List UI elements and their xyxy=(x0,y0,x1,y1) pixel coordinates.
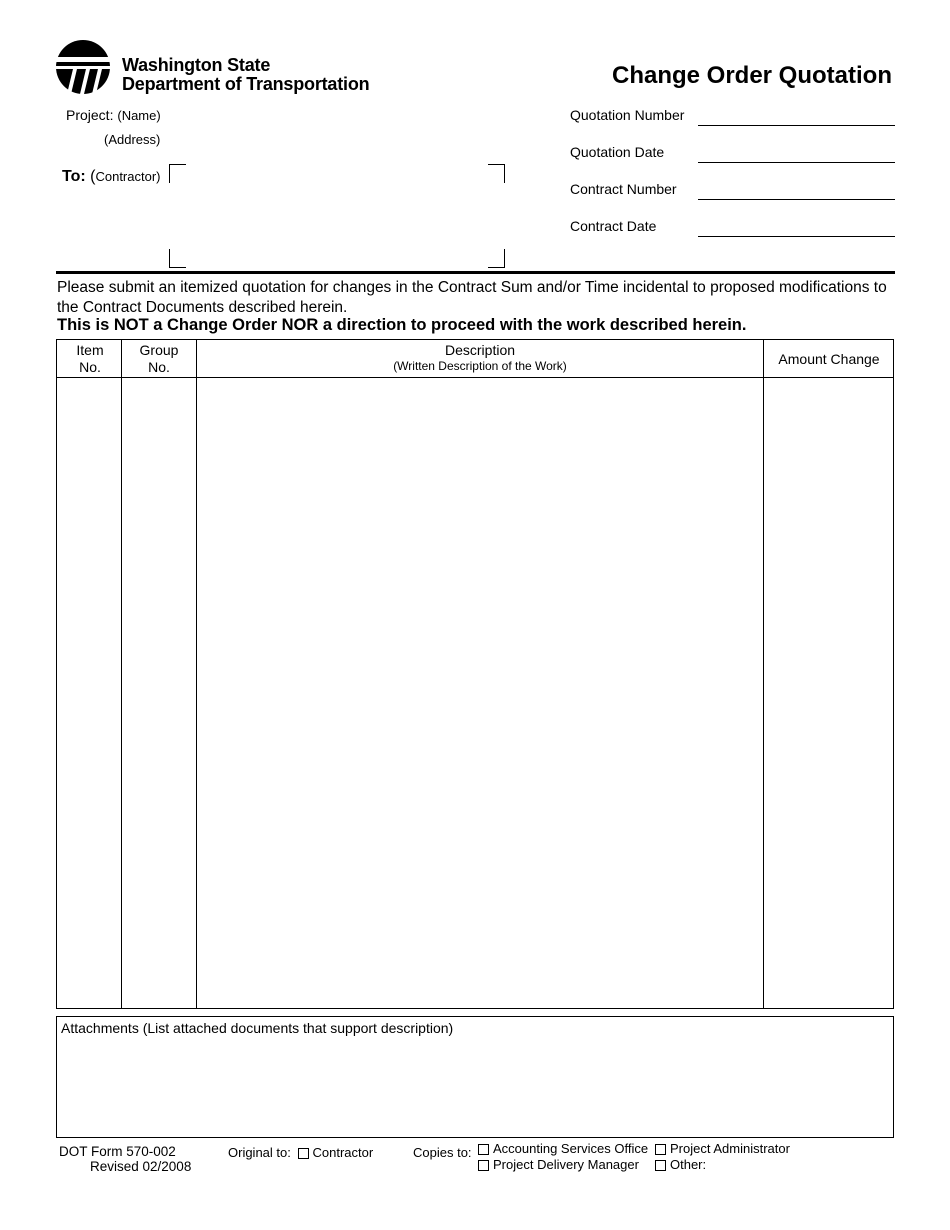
amount-column-cell[interactable] xyxy=(764,378,893,1008)
address-corner-br xyxy=(488,249,505,268)
project-label: Project: xyxy=(66,107,114,123)
th-group-no: Group No. xyxy=(139,342,179,375)
th-description-sub: (Written Description of the Work) xyxy=(393,359,567,373)
quotation-number-label: Quotation Number xyxy=(570,107,685,123)
contract-number-label: Contract Number xyxy=(570,181,677,197)
to-label-group xyxy=(62,168,161,186)
project-admin-checkbox[interactable] xyxy=(655,1144,666,1155)
th-amount-change: Amount Change xyxy=(778,351,880,367)
address-corner-bl xyxy=(169,249,186,268)
copy-accounting xyxy=(478,1141,648,1156)
contract-date-field[interactable] xyxy=(698,236,895,237)
address-corner-tr xyxy=(488,164,505,183)
agency-line2: Department of Transportation xyxy=(122,74,370,94)
description-column-cell[interactable] xyxy=(197,378,763,1008)
contract-date-label: Contract Date xyxy=(570,218,657,234)
page-title: Change Order Quotation xyxy=(611,62,892,89)
to-paren: ( xyxy=(90,168,96,185)
agency-line1: Washington State xyxy=(122,55,271,75)
item-column-cell[interactable] xyxy=(57,378,121,1008)
to-label: To: xyxy=(62,168,86,185)
copies-to-label: Copies to: xyxy=(413,1145,472,1160)
original-to-label: Original to: xyxy=(228,1145,291,1160)
quotation-date-field[interactable] xyxy=(698,162,895,163)
delivery-manager-label: Project Delivery Manager xyxy=(493,1157,639,1172)
quotation-date-label: Quotation Date xyxy=(570,144,665,160)
attachments-label: Attachments (List attached documents that support description) xyxy=(61,1020,454,1036)
delivery-manager-checkbox[interactable] xyxy=(478,1160,489,1171)
form-revised: Revised 02/2008 xyxy=(90,1159,192,1174)
project-address-label: (Address) xyxy=(104,132,161,147)
original-to-group xyxy=(228,1145,373,1160)
contractor-label: Contractor) xyxy=(95,169,161,184)
project-label-group xyxy=(66,107,161,123)
quotation-table xyxy=(56,339,894,1009)
accounting-label: Accounting Services Office xyxy=(493,1141,649,1156)
copy-other xyxy=(655,1157,706,1172)
copy-delivery-manager xyxy=(478,1157,639,1172)
wsdot-logo-icon xyxy=(56,40,110,94)
address-corner-tl xyxy=(169,164,186,183)
th-description xyxy=(197,342,763,374)
contractor-checkbox[interactable] xyxy=(298,1148,309,1159)
th-item-no: Item No. xyxy=(76,342,104,375)
attachments-box[interactable] xyxy=(56,1016,894,1138)
group-column-cell[interactable] xyxy=(122,378,196,1008)
agency-name xyxy=(122,56,369,94)
project-name-label: (Name) xyxy=(117,108,161,123)
copy-project-admin xyxy=(655,1141,790,1156)
project-admin-label: Project Administrator xyxy=(670,1141,790,1156)
contractor-checkbox-label: Contractor xyxy=(312,1145,374,1160)
th-description-title: Description xyxy=(444,342,516,358)
header-divider xyxy=(56,271,895,274)
form-number: DOT Form 570-002 xyxy=(59,1144,176,1159)
other-checkbox[interactable] xyxy=(655,1160,666,1171)
contract-number-field[interactable] xyxy=(698,199,895,200)
quotation-number-field[interactable] xyxy=(698,125,895,126)
notice-bold: This is NOT a Change Order NOR a direction to proceed with the work described herein. xyxy=(57,316,747,334)
accounting-checkbox[interactable] xyxy=(478,1144,489,1155)
notice-text: Please submit an itemized quotation for changes in the Contract Sum and/or Time incidental to proposed modifications to the Contract Documents described herein. xyxy=(57,279,887,316)
other-label: Other: xyxy=(670,1157,707,1172)
